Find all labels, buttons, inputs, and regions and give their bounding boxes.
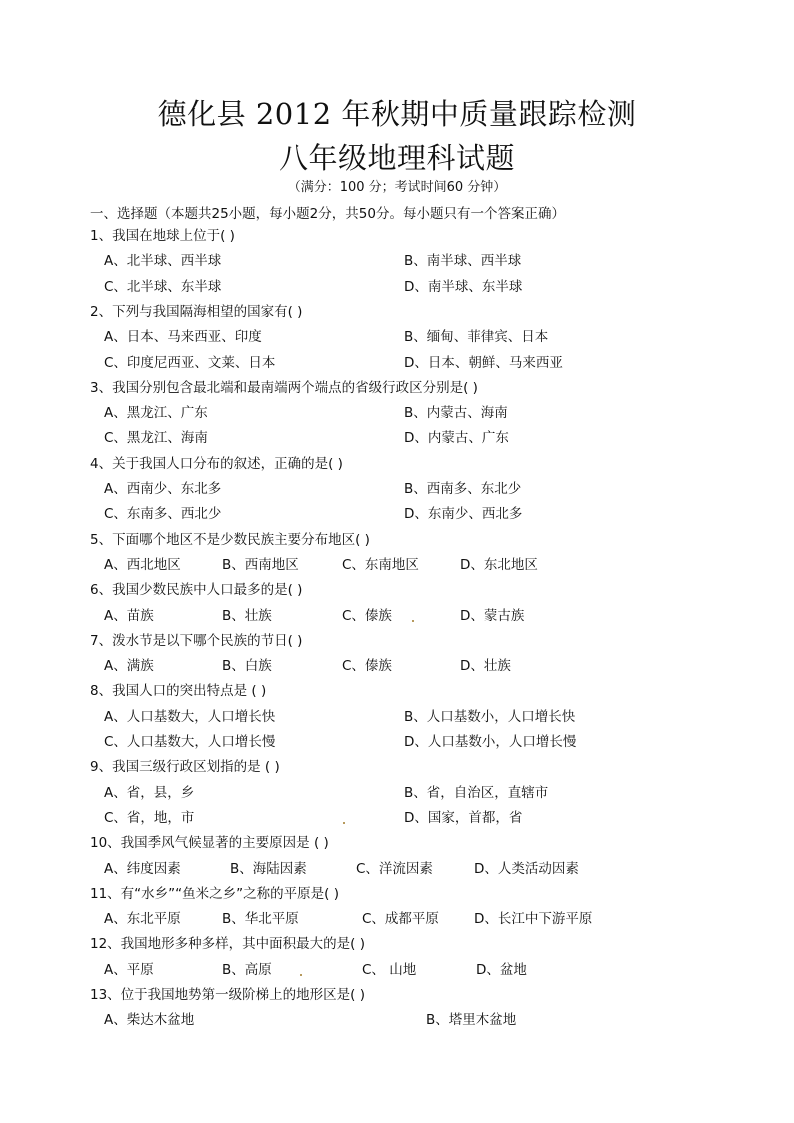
answer-option: D、东南少、西北多 xyxy=(404,506,523,523)
answer-option: D、盆地 xyxy=(476,961,527,978)
exam-note: （满分：100 分；考试时间60 分钟） xyxy=(287,180,507,195)
answer-option: B、海陆因素 xyxy=(230,860,307,877)
answer-option: C、印度尼西亚、文莱、日本 xyxy=(104,354,276,371)
answer-option: A、柴达木盆地 xyxy=(104,1012,195,1029)
question-stem: 12、我国地形多种多样，其中面积最大的是( ) xyxy=(90,936,366,953)
answer-option: A、满族 xyxy=(104,658,154,675)
answer-option: B、省，自治区，直辖市 xyxy=(404,784,549,801)
question-stem: 10、我国季风气候显著的主要原因是 ( ) xyxy=(90,835,329,852)
answer-option: C、傣族 xyxy=(342,658,392,675)
answer-option: D、蒙古族 xyxy=(460,607,525,624)
answer-option: B、内蒙古、海南 xyxy=(404,405,508,422)
answer-option: B、华北平原 xyxy=(222,911,299,928)
answer-option: C、人口基数大，人口增长慢 xyxy=(104,734,276,750)
question-stem: 7、泼水节是以下哪个民族的节日( ) xyxy=(90,632,303,649)
section-heading: 一、选择题（本题共25小题，每小题2分，共50分。每小题只有一个答案正确） xyxy=(90,206,565,222)
answer-option: B、南半球、西半球 xyxy=(404,253,522,270)
answer-option: D、壮族 xyxy=(460,658,511,675)
answer-option: D、东北地区 xyxy=(460,556,538,573)
question-stem: 6、我国少数民族中人口最多的是( ) xyxy=(90,582,303,599)
answer-option: A、日本、马来西亚、印度 xyxy=(104,329,262,346)
answer-option: D、日本、朝鲜、马来西亚 xyxy=(404,354,563,371)
answer-option: B、高原 xyxy=(222,961,272,978)
answer-option: A、黑龙江、广东 xyxy=(104,405,208,422)
answer-option: A、平原 xyxy=(104,961,154,978)
answer-option: A、西南少、东北多 xyxy=(104,481,222,497)
answer-option: C、成都平原 xyxy=(362,911,439,928)
answer-option: C、 山地 xyxy=(362,961,417,978)
question-stem: 11、有“水乡”“鱼米之乡”之称的平原是( ) xyxy=(90,885,339,902)
answer-option: D、长江中下游平原 xyxy=(474,911,593,928)
answer-option: D、内蒙古、广东 xyxy=(404,430,509,447)
answer-option: C、洋流因素 xyxy=(356,860,433,877)
answer-option: A、西北地区 xyxy=(104,556,181,573)
question-stem: 1、我国在地球上位于( ) xyxy=(90,228,235,244)
question-stem: 8、我国人口的突出特点是 ( ) xyxy=(90,683,267,700)
stray-mark xyxy=(300,974,302,976)
answer-option: C、东南地区 xyxy=(342,556,419,573)
question-stem: 3、我国分别包含最北端和最南端两个端点的省级行政区分别是( ) xyxy=(90,379,478,396)
answer-option: B、壮族 xyxy=(222,607,272,624)
answer-option: C、北半球、东半球 xyxy=(104,278,222,295)
exam-subtitle: 八年级地理科试题 xyxy=(278,141,515,175)
answer-option: B、塔里木盆地 xyxy=(426,1012,517,1029)
answer-option: A、苗族 xyxy=(104,607,154,624)
answer-option: A、北半球、西半球 xyxy=(104,253,222,270)
stray-mark xyxy=(343,822,345,824)
answer-option: A、东北平原 xyxy=(104,911,181,928)
answer-option: B、白族 xyxy=(222,658,272,675)
answer-option: D、国家，首都，省 xyxy=(404,809,523,826)
answer-option: D、人口基数小，人口增长慢 xyxy=(404,734,577,750)
answer-option: D、南半球、东半球 xyxy=(404,278,523,295)
question-stem: 4、关于我国人口分布的叙述，正确的是( ) xyxy=(90,455,343,472)
answer-option: C、傣族 xyxy=(342,607,392,624)
answer-option: C、东南多、西北少 xyxy=(104,506,222,523)
question-stem: 2、下列与我国隔海相望的国家有( ) xyxy=(90,303,303,320)
answer-option: A、人口基数大，人口增长快 xyxy=(104,708,276,725)
answer-option: A、纬度因素 xyxy=(104,860,181,877)
answer-option: B、缅甸、菲律宾、日本 xyxy=(404,329,549,346)
question-stem: 13、位于我国地势第一级阶梯上的地形区是( ) xyxy=(90,987,366,1003)
question-stem: 5、下面哪个地区不是少数民族主要分布地区( ) xyxy=(90,531,370,548)
answer-option: B、人口基数小，人口增长快 xyxy=(404,708,576,725)
answer-option: B、西南多、东北少 xyxy=(404,481,522,497)
answer-option: C、省，地，市 xyxy=(104,809,195,826)
question-stem: 9、我国三级行政区划指的是 ( ) xyxy=(90,759,280,776)
answer-option: A、省，县，乡 xyxy=(104,784,195,801)
answer-option: D、人类活动因素 xyxy=(474,860,579,877)
exam-title: 德化县 2012 年秋期中质量跟踪检测 xyxy=(157,97,637,131)
stray-mark xyxy=(412,620,414,622)
answer-option: C、黑龙江、海南 xyxy=(104,430,208,447)
answer-option: B、西南地区 xyxy=(222,556,299,573)
